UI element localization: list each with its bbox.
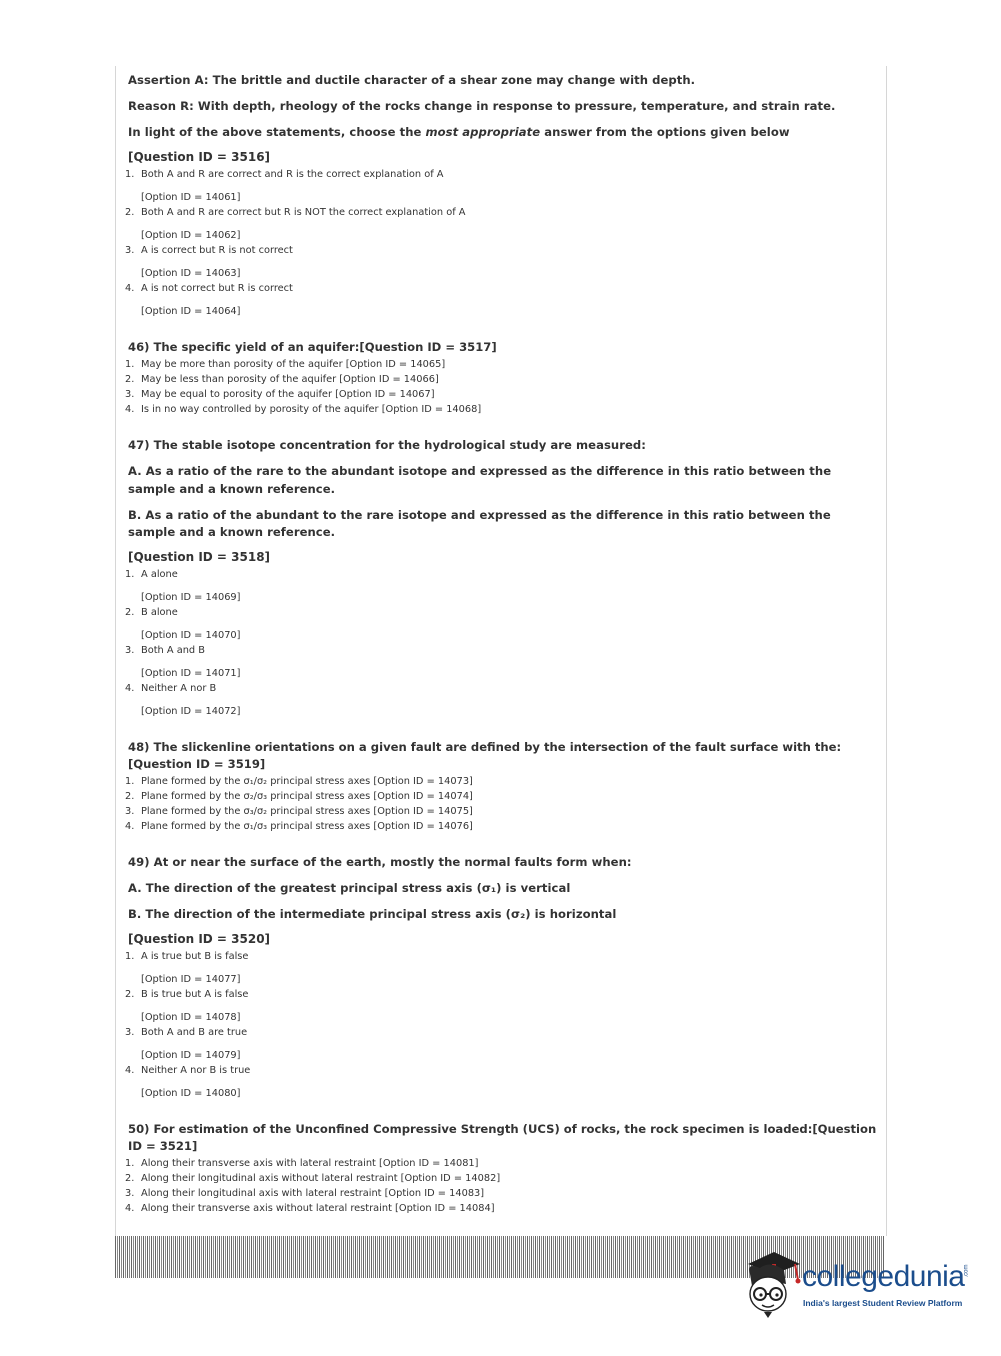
question-46: [125, 339, 880, 417]
option-text: A is not correct but R is correct: [141, 283, 293, 294]
option-number: 1.: [125, 169, 135, 180]
question-id: [Question ID = 3520]: [128, 932, 271, 946]
option-number: 1.: [125, 776, 135, 787]
option-item: [125, 643, 880, 681]
option-text: May be equal to porosity of the aquifer [Option ID = 14067]: [141, 389, 435, 400]
option-item: [125, 281, 880, 319]
option-id: [Option ID = 14069]: [141, 592, 241, 603]
option-text: Plane formed by the σ₁/σ₂ principal stress axes [Option ID = 14073]: [141, 776, 473, 787]
option-number: 2.: [125, 607, 135, 618]
option-id: [Option ID = 14070]: [141, 630, 241, 641]
question-title: 46) The specific yield of an aquifer:[Question ID = 3517]: [128, 340, 497, 354]
question-47: [125, 437, 880, 719]
mascot-icon: [740, 1250, 802, 1320]
option-item: [125, 1171, 880, 1186]
option-text: Is in no way controlled by porosity of the aquifer [Option ID = 14068]: [141, 404, 482, 415]
option-id: [Option ID = 14062]: [141, 230, 241, 241]
option-text: Along their transverse axis without lateral restraint [Option ID = 14084]: [141, 1203, 495, 1214]
option-text: Along their longitudinal axis with lateral restraint [Option ID = 14083]: [141, 1188, 485, 1199]
option-item: [125, 804, 880, 819]
question-45: [125, 72, 880, 319]
option-item: [125, 1201, 880, 1216]
instruction-emphasis: most appropriate: [425, 125, 541, 139]
options-list: [125, 167, 880, 319]
option-item: [125, 567, 880, 605]
option-text: Along their transverse axis with lateral restraint [Option ID = 14081]: [141, 1158, 479, 1169]
option-number: 4.: [125, 1065, 135, 1076]
option-number: 1.: [125, 359, 135, 370]
option-item: [125, 819, 880, 834]
option-item: [125, 357, 880, 372]
option-number: 3.: [125, 1188, 135, 1199]
option-number: 2.: [125, 989, 135, 1000]
question-title: 47) The stable isotope concentration for the hydrological study are measured:: [128, 438, 646, 452]
option-id: [Option ID = 14063]: [141, 268, 241, 279]
document-content: [125, 72, 880, 1216]
option-number: 3.: [125, 245, 135, 256]
reason-text: Reason R: With depth, rheology of the rocks change in response to pressure, temperature, and strain rate.: [128, 99, 836, 113]
option-item: [125, 605, 880, 643]
option-number: 1.: [125, 1158, 135, 1169]
option-number: 4.: [125, 821, 135, 832]
options-list: [125, 774, 880, 834]
option-number: 4.: [125, 404, 135, 415]
option-item: [125, 987, 880, 1025]
statement-a: A. As a ratio of the rare to the abundant isotope and expressed as the difference in this ratio between the sample and a known reference.: [128, 464, 832, 496]
option-item: [125, 243, 880, 281]
logo-tagline: India's largest Student Review Platform: [803, 1298, 963, 1308]
instruction-pre: In light of the above statements, choose the: [128, 125, 426, 139]
option-text: Both A and B: [141, 645, 205, 656]
option-text: Both A and R are correct but R is NOT the correct explanation of A: [141, 207, 466, 218]
option-item: [125, 167, 880, 205]
option-item: [125, 774, 880, 789]
option-text: A is true but B is false: [141, 951, 249, 962]
option-id: [Option ID = 14079]: [141, 1050, 241, 1061]
option-text: Neither A nor B: [141, 683, 217, 694]
option-text: Along their longitudinal axis without lateral restraint [Option ID = 14082]: [141, 1173, 501, 1184]
option-number: 3.: [125, 806, 135, 817]
instruction-text: [128, 124, 880, 142]
option-item: [125, 372, 880, 387]
logo-com: .com: [963, 1264, 970, 1278]
option-item: [125, 387, 880, 402]
option-text: Both A and B are true: [141, 1027, 248, 1038]
option-id: [Option ID = 14077]: [141, 974, 241, 985]
options-list: [125, 949, 880, 1101]
option-number: 1.: [125, 951, 135, 962]
option-number: 2.: [125, 791, 135, 802]
logo-wordmark: collegedunia: [802, 1260, 965, 1293]
option-item: [125, 205, 880, 243]
option-id: [Option ID = 14071]: [141, 668, 241, 679]
option-text: Plane formed by the σ₁/σ₃ principal stress axes [Option ID = 14076]: [141, 821, 473, 832]
option-text: B is true but A is false: [141, 989, 249, 1000]
option-text: May be more than porosity of the aquifer [Option ID = 14065]: [141, 359, 446, 370]
statement-b: B. The direction of the intermediate principal stress axis (σ₂) is horizontal: [128, 907, 617, 921]
question-48: [125, 739, 880, 834]
question-title: 50) For estimation of the Unconfined Compressive Strength (UCS) of rocks, the rock specimen is loaded:[Question ID = 3521]: [128, 1122, 877, 1153]
statement-b: B. As a ratio of the abundant to the rare isotope and expressed as the difference in this ratio between the sample and a known reference.: [128, 507, 831, 539]
option-number: 3.: [125, 389, 135, 400]
question-title: 49) At or near the surface of the earth, mostly the normal faults form when:: [128, 855, 632, 869]
question-id: [Question ID = 3516]: [128, 150, 271, 164]
option-number: 2.: [125, 207, 135, 218]
option-item: [125, 681, 880, 719]
question-id: [Question ID = 3518]: [128, 550, 271, 564]
option-item: [125, 1025, 880, 1063]
options-list: [125, 567, 880, 719]
option-text: A is correct but R is not correct: [141, 245, 293, 256]
option-item: [125, 1186, 880, 1201]
option-text: Plane formed by the σ₂/σ₃ principal stress axes [Option ID = 14074]: [141, 791, 473, 802]
option-number: 4.: [125, 683, 135, 694]
option-number: 3.: [125, 1027, 135, 1038]
option-id: [Option ID = 14080]: [141, 1088, 241, 1099]
option-item: [125, 1156, 880, 1171]
option-item: [125, 1063, 880, 1101]
options-list: [125, 1156, 880, 1216]
option-id: [Option ID = 14072]: [141, 706, 241, 717]
option-text: Plane formed by the σ₃/σ₂ principal stress axes [Option ID = 14075]: [141, 806, 473, 817]
option-number: 1.: [125, 569, 135, 580]
instruction-post: answer from the options given below: [540, 125, 790, 139]
option-item: [125, 789, 880, 804]
option-item: [125, 402, 880, 417]
option-text: A alone: [141, 569, 178, 580]
option-text: B alone: [141, 607, 178, 618]
options-list: [125, 357, 880, 417]
option-text: Both A and R are correct and R is the correct explanation of A: [141, 169, 444, 180]
assertion-text: Assertion A: The brittle and ductile character of a shear zone may change with depth.: [128, 73, 696, 87]
option-number: 2.: [125, 374, 135, 385]
collegedunia-logo: [740, 1250, 980, 1320]
option-id: [Option ID = 14064]: [141, 306, 241, 317]
option-text: May be less than porosity of the aquifer [Option ID = 14066]: [141, 374, 439, 385]
option-number: 4.: [125, 283, 135, 294]
question-49: [125, 854, 880, 1101]
option-number: 3.: [125, 645, 135, 656]
statement-a: A. The direction of the greatest principal stress axis (σ₁) is vertical: [128, 881, 571, 895]
option-number: 4.: [125, 1203, 135, 1214]
question-50: [125, 1121, 880, 1216]
option-id: [Option ID = 14061]: [141, 192, 241, 203]
question-title: 48) The slickenline orientations on a given fault are defined by the intersection of the fault surface with the:[Question ID = 3519]: [128, 740, 842, 771]
option-number: 2.: [125, 1173, 135, 1184]
option-id: [Option ID = 14078]: [141, 1012, 241, 1023]
option-item: [125, 949, 880, 987]
option-text: Neither A nor B is true: [141, 1065, 251, 1076]
